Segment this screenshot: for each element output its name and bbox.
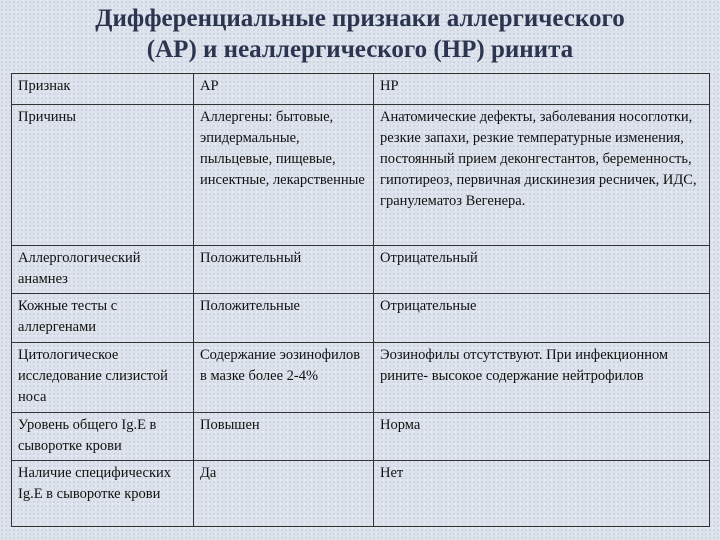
table-row <box>12 246 710 294</box>
table-row <box>12 461 710 527</box>
row-ar-cell: Положительный <box>194 246 374 294</box>
row-feature-cell: Причины <box>12 105 194 246</box>
row-nr-cell: Отрицательные <box>374 294 710 343</box>
row-feature-cell: Цитологическое исследование слизистой носа <box>12 343 194 413</box>
row-feature-cell: Кожные тесты с аллергенами <box>12 294 194 343</box>
row-nr-cell: Эозинофилы отсутствуют. При инфекционном рините- высокое содержание нейтрофилов <box>374 343 710 413</box>
row-ar-cell: Повышен <box>194 413 374 461</box>
row-ar-cell: Содержание эозинофилов в мазке более 2-4% <box>194 343 374 413</box>
differential-table <box>11 73 710 527</box>
table-header-row <box>12 74 710 105</box>
table-row <box>12 413 710 461</box>
row-ar-cell: Аллергены: бытовые, эпидермальные, пыльцевые, пищевые, инсектные, лекарственные <box>194 105 374 246</box>
table-row <box>12 343 710 413</box>
row-ar-cell: Да <box>194 461 374 527</box>
slide-title-line-1: Дифференциальные признаки аллергического <box>95 5 625 32</box>
row-nr-cell: Норма <box>374 413 710 461</box>
table-row <box>12 105 710 246</box>
slide-title-line-2: (АР) и неаллергического (НР) ринита <box>146 36 574 63</box>
header-feature: Признак <box>12 74 194 105</box>
table-row <box>12 294 710 343</box>
row-feature-cell: Уровень общего Ig.E в сыворотке крови <box>12 413 194 461</box>
row-ar-cell: Положительные <box>194 294 374 343</box>
slide-title <box>0 3 720 65</box>
row-nr-cell: Отрицательный <box>374 246 710 294</box>
row-nr-cell: Нет <box>374 461 710 527</box>
header-nr: НР <box>374 74 710 105</box>
row-nr-cell: Анатомические дефекты, заболевания носоглотки, резкие запахи, резкие температурные изменения, постоянный прием деконгестантов, беременность, гипотиреоз, первичная дискинезия ресничек, ИДС, гранулематоз Вегенера. <box>374 105 710 246</box>
row-feature-cell: Наличие специфических Ig.E в сыворотке крови <box>12 461 194 527</box>
row-feature-cell: Аллергологический анамнез <box>12 246 194 294</box>
header-ar: АР <box>194 74 374 105</box>
